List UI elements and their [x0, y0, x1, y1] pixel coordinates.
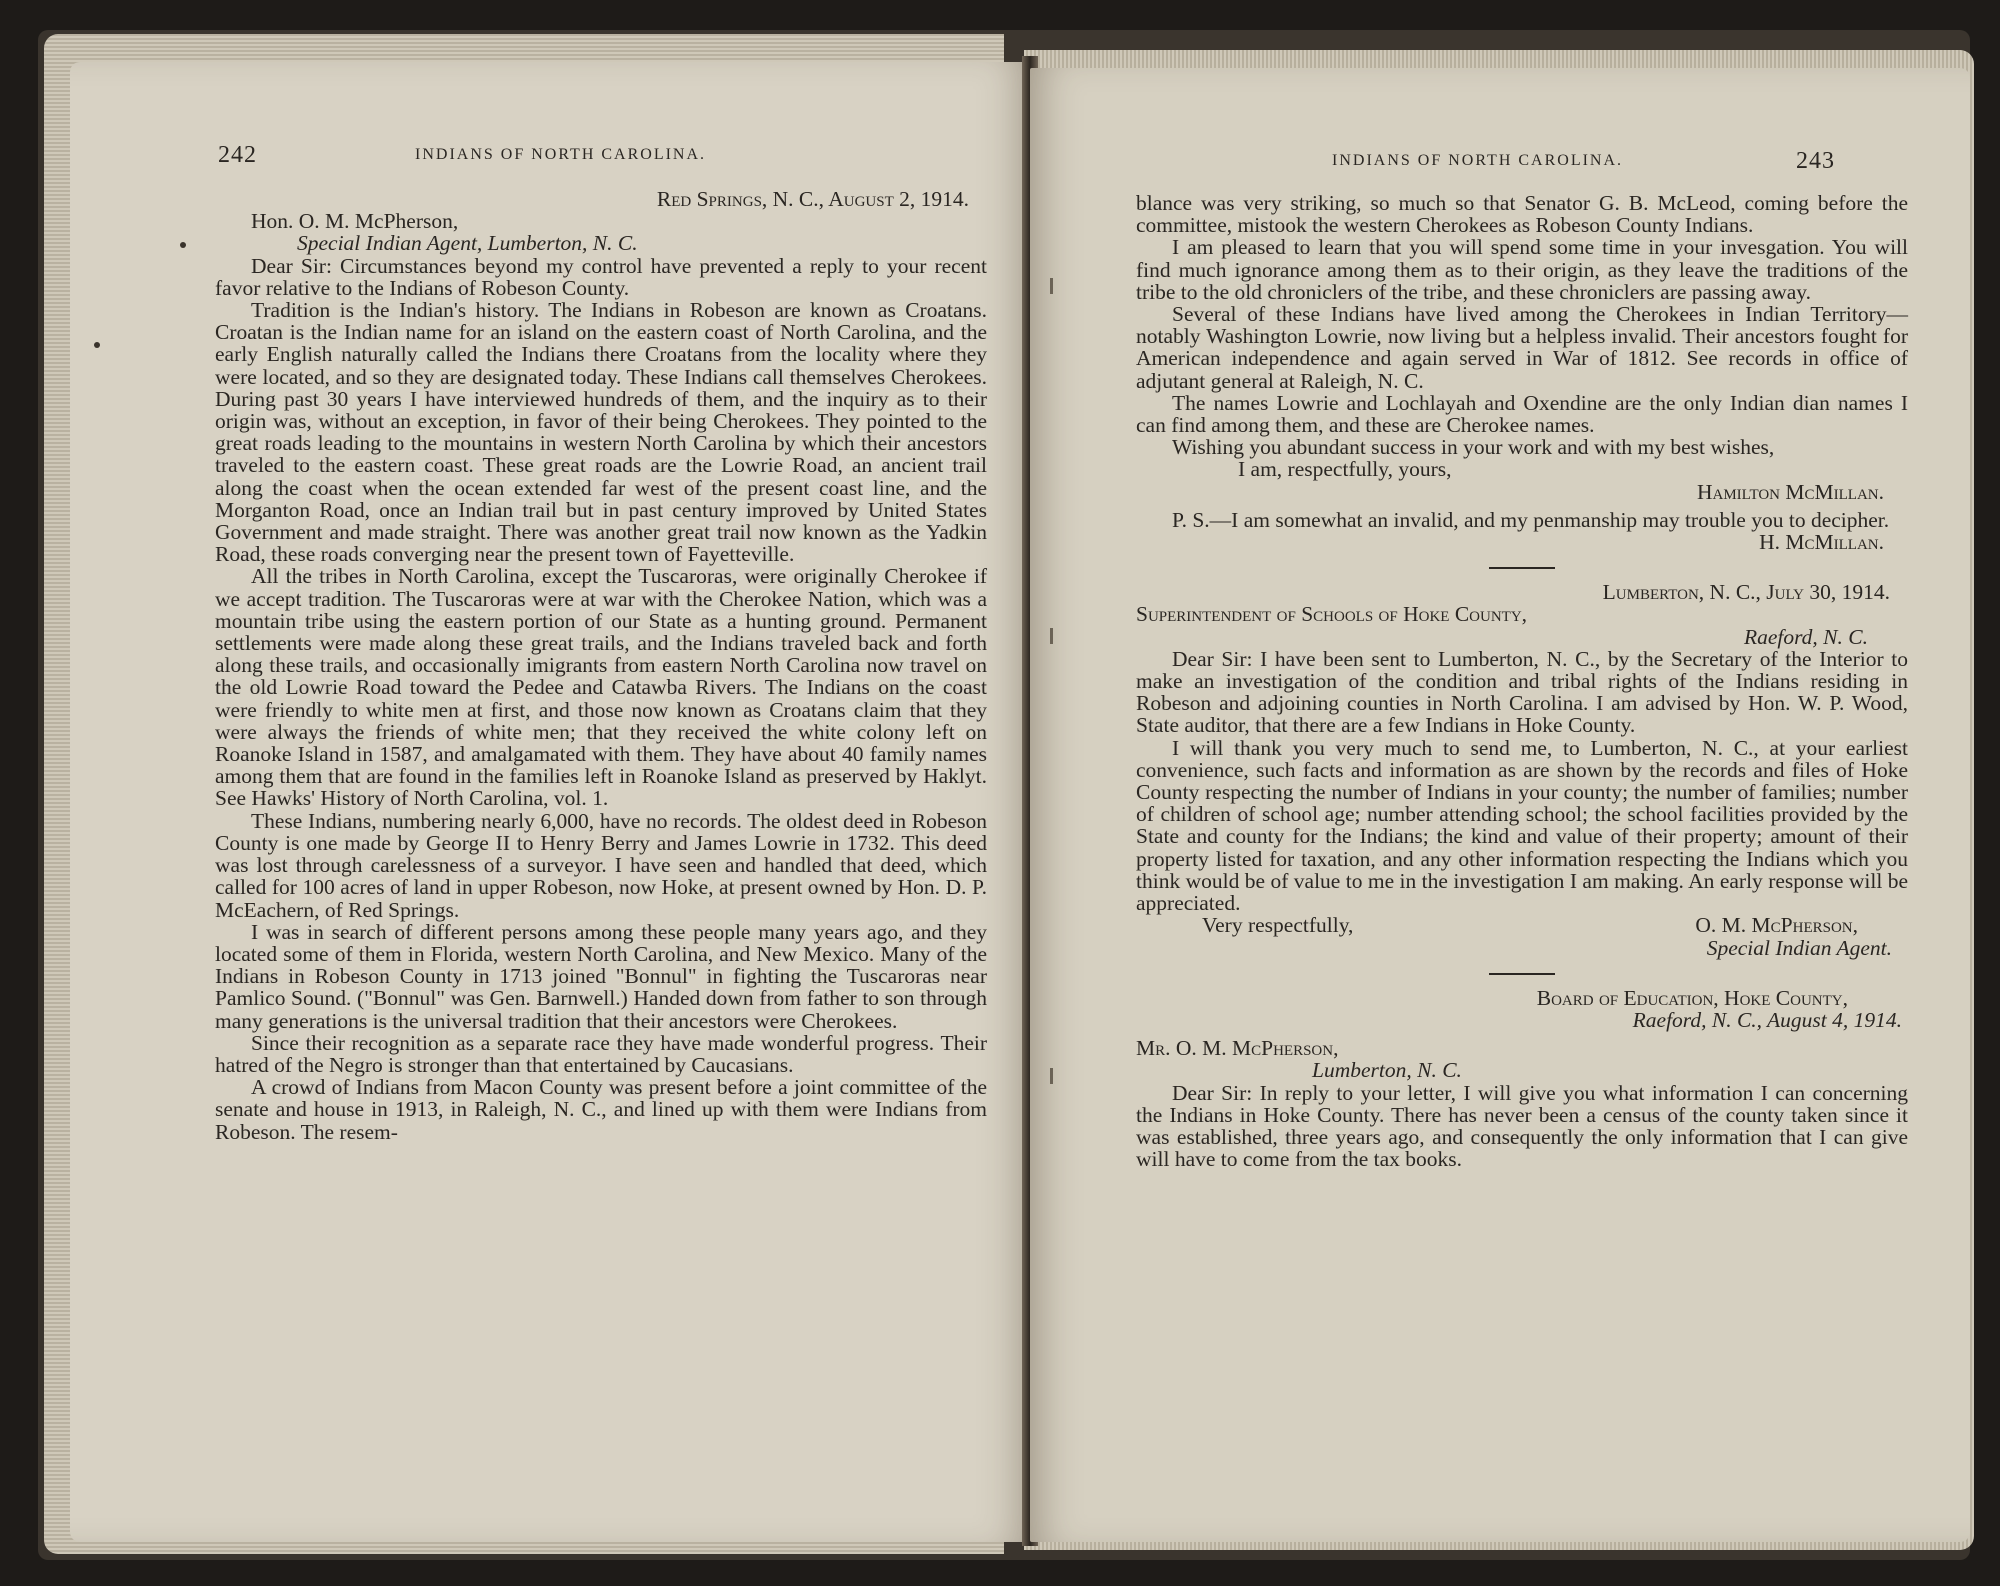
ink-speck [180, 242, 186, 248]
paragraph: Dear Sir: Circumstances beyond my control have prevented a reply to your recent favor relative to the Indians of Robeson County. [215, 253, 987, 300]
left-page [70, 62, 1030, 1542]
paragraph: Dear Sir: I have been sent to Lumberton, N. C., by the Secretary of the Interior to make an investigation of the condition and tribal rights of the Indians residing in Robeson and adjoining counties in North Carolina. I am advised by Hon. W. P. Wood, State auditor, that there are a few Indians in Hoke County. [1136, 646, 1908, 738]
letter-dateline: Raeford, N. C., August 4, 1914. [1632, 1007, 1902, 1032]
addressee-place: Lumberton, N. C. [1312, 1058, 1462, 1083]
right-page-text [1136, 192, 1908, 1170]
paragraph: The names Lowrie and Lochlayah and Oxendine are the only Indian dian names I can find among them, and these are Cherokee names. [1136, 390, 1908, 438]
right-page [1030, 68, 1970, 1542]
section-divider [1489, 973, 1555, 975]
paragraph: All the tribes in North Carolina, except the Tuscaroras, were originally Cherokee if we accept tradition. The Tuscaroras were at war with the Cherokee Nation, which was a mountain tribe using the eastern portion of our State as a hunting ground. Permanent settlements were made along these great trails, and the Indians traveled back and forth along these trails, and occasionally imigrants from eastern North Carolina now travel on the old Lowrie Road toward the Pedee and Catawba Rivers. The Indians on the coast were friendly to white men at first, and those now known as Croatans claim that they were always the friends of white men; that they received the white colony left on Roanoke Island in 1587, and amalgamated with them. They have about 40 family names among them that are found in the families left in Roanoke Island as preserved by Haklyt. See Hawks' History of North Carolina, vol. 1. [215, 564, 987, 811]
letter-heading: Board of Education, Hoke County, [1536, 985, 1848, 1010]
paragraph: I will thank you very much to send me, to Lumberton, N. C., at your earliest convenience, such facts and information as are shown by the records and files of Hoke County respecting the number of Indians in your county; the number of families; number of children of school age; number attending school; the school facilities provided by the State and county for the Indians; the kind and value of their property; amount of their property listed for taxation, and any other information respecting the Indians which you think would be of value to me in the investigation I am making. An early response will be appreciated. [1136, 735, 1908, 916]
paragraph: Wishing you abundant success in your work and with my best wishes, [1172, 435, 1775, 460]
paragraph: Since their recognition as a separate race they have made wonderful progress. Their hatred of the Negro is stronger than that entertained by Caucasians. [215, 1030, 987, 1077]
signature: O. M. McPherson, [1695, 913, 1858, 938]
edge-mark [1050, 278, 1053, 294]
closing-row [1136, 914, 1908, 936]
right-page-header [1030, 148, 1970, 188]
paragraph: I am pleased to learn that you will spend some time in your invesgation. You will find much ignorance among them as to their origin, as they leave the traditions of the tribe to the old chroniclers of the tribe, and these chroniclers are passing away. [1136, 235, 1908, 304]
running-head: INDIANS OF NORTH CAROLINA. [415, 146, 707, 163]
left-page-text [215, 188, 987, 1143]
section-divider [1489, 567, 1555, 569]
running-head: INDIANS OF NORTH CAROLINA. [1332, 152, 1624, 169]
postscript: P. S.—I am somewhat an invalid, and my penmanship may trouble you to decipher. [1172, 507, 1890, 532]
addressee-place: Raeford, N. C. [1743, 624, 1868, 649]
closing: I am, respectfully, yours, [1238, 457, 1452, 482]
edge-mark [1050, 628, 1053, 644]
addressee-name: Hon. O. M. McPherson, [251, 209, 459, 234]
signature-title: Special Indian Agent. [1706, 935, 1892, 960]
signature: H. McMillan. [1759, 530, 1884, 555]
page-number: 242 [218, 142, 257, 168]
page-number: 243 [1796, 148, 1835, 174]
paragraph: blance was very striking, so much so that Senator G. B. McLeod, coming before the committee, mistook the western Cherokees as Robeson County Indians. [1136, 191, 1908, 238]
paragraph: Several of these Indians have lived among the Cherokees in Indian Territory—notably Washington Lowrie, now living but a helpless invalid. Their ancestors fought for American independence and again served in War of 1812. See records in office of adjutant general at Raleigh, N. C. [1136, 302, 1908, 393]
paragraph: A crowd of Indians from Macon County was present before a joint committee of the senate and house in 1913, in Raleigh, N. C., and lined up with them were Indians from Robeson. The resem- [215, 1075, 987, 1144]
edge-mark [1050, 1068, 1053, 1084]
left-page-header [70, 142, 1030, 182]
paragraph: These Indians, numbering nearly 6,000, have no records. The oldest deed in Robeson County is one made by George II to Henry Berry and James Lowrie in 1732. This deed was lost through carelessness of a surveyor. I have seen and handled that deed, which called for 100 acres of land in upper Robeson, now Hoke, at present owned by Hon. D. P. McEachern, of Red Springs. [215, 808, 987, 922]
paragraph: Tradition is the Indian's history. The Indians in Robeson are known as Croatans. Croatan is the Indian name for an island on the eastern coast of North Carolina, and the early English naturally called the Indians there Croatans from the locality where they were located, and so they are designated today. These Indians call themselves Cherokees. During past 30 years I have interviewed hundreds of them, and the inquiry as to their origin was, without an exception, in favor of their being Cherokees. They pointed to the great roads leading to the mountains in western North Carolina by which their ancestors traveled to the eastern coast. These great roads are the Lowrie Road, an ancient trail along the coast when the ocean extended far west of the present coast line, and the Morganton Road, once an Indian trail but in past century improved by United States Government and made straight. There was another great trail now known as the Yadkin Road, these roads converging near the present town of Fayetteville. [215, 298, 987, 567]
closing: Very respectfully, [1202, 913, 1354, 938]
signature: Hamilton McMillan. [1696, 479, 1884, 504]
letter-dateline: Lumberton, N. C., July 30, 1914. [1602, 580, 1890, 605]
letter-dateline: Red Springs, N. C., August 2, 1914. [656, 187, 969, 211]
paragraph: Dear Sir: In reply to your letter, I will give you what information I can concerning the Indians in Hoke County. There has never been a census of the county taken since it was established, three years ago, and consequently the only information that I can give will have to come from the tax books. [1136, 1080, 1908, 1172]
ink-speck [94, 342, 100, 348]
addressee-name: Mr. O. M. McPherson, [1136, 1036, 1339, 1061]
addressee-name: Superintendent of Schools of Hoke County, [1136, 602, 1528, 627]
addressee-title: Special Indian Agent, Lumberton, N. C. [297, 231, 638, 256]
paragraph: I was in search of different persons among these people many years ago, and they located some of them in Florida, western North Carolina, and New Mexico. Many of the Indians in Robeson County in 1713 joined "Bonnul" in fighting the Tuscaroras near Pamlico Sound. ("Bonnul" was Gen. Barnwell.) Handed down from father to son through many generations is the universal tradition that their ancestors were Cherokees. [215, 919, 987, 1033]
